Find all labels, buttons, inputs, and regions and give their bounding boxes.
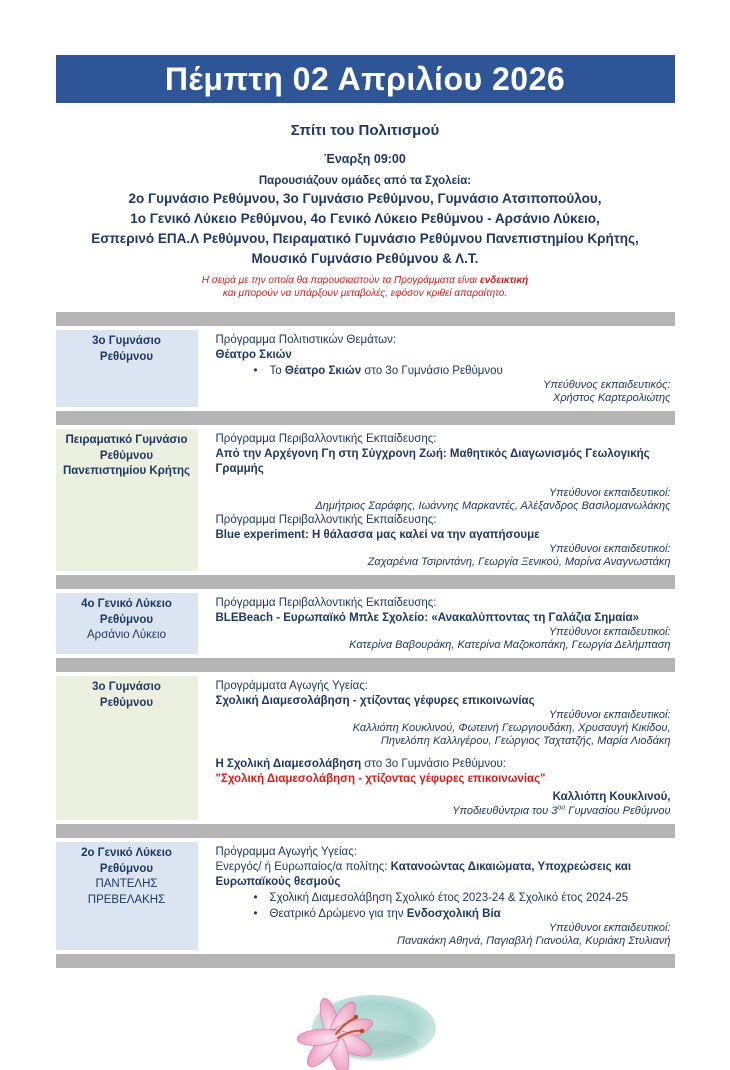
bullet-icon: •	[253, 892, 258, 904]
text-line	[216, 348, 671, 363]
text-line	[216, 722, 671, 735]
text-segment: Ενδοσχολική Βία	[406, 908, 501, 920]
text-line	[216, 845, 671, 860]
text-line	[216, 556, 671, 569]
text-line	[216, 333, 671, 348]
text-line	[216, 363, 671, 379]
text-line	[216, 694, 671, 709]
table-row	[56, 330, 675, 407]
school-name-line: Ρεθύμνου	[99, 350, 154, 363]
program-cell	[208, 676, 675, 820]
school-cell	[56, 593, 198, 654]
text-line	[216, 922, 671, 935]
text-segment: Καλλιόπη Κουκλινού, Φωτεινή Γεωργιουδάκη, Χρυσαυγή Κικίδου,	[352, 722, 671, 734]
text-line	[216, 860, 671, 890]
text-line	[216, 379, 671, 392]
text-line	[216, 709, 671, 722]
text-segment: Υπεύθυνοι εκπαιδευτικοί:	[548, 709, 671, 721]
text-line	[216, 500, 671, 513]
text-segment: Η Σχολική Διαμεσολάβηση	[215, 758, 362, 770]
date-title: Πέμπτη 02 Απριλίου 2026	[164, 60, 566, 97]
text-line	[216, 735, 671, 748]
text-segment: Υπεύθυνοι εκπαιδευτικοί:	[548, 487, 671, 499]
text-segment: Πρόγραμμα Πολιτιστικών Θεμάτων:	[215, 334, 397, 346]
disclaimer-line-1	[56, 274, 675, 287]
text-segment: Προγράμματα Αγωγής Υγείας:	[215, 680, 368, 692]
school-cell	[56, 429, 198, 571]
text-segment: "Σχολική Διαμεσολάβηση - χτίζοντας γέφυρες επικοινωνίας"	[215, 773, 546, 785]
text-segment: Από την Αρχέγονη Γη στη Σύγχρονη Ζωή: Μαθητικός Διαγωνισμός Γεωλογικής Γραμμής	[215, 448, 650, 475]
start-time: Έναρξη 09:00	[324, 152, 406, 166]
lotus-flower-image	[290, 986, 440, 1070]
separator-bar	[56, 658, 675, 672]
text-segment: στο 3ο Γυμνάσιο Ρεθύμνου:	[361, 758, 506, 770]
text-line	[216, 890, 671, 906]
school-name-line: Ρεθύμνου	[99, 449, 154, 462]
text-segment: Υποδιευθύντρια του 3	[452, 805, 558, 817]
document-page	[56, 0, 675, 1070]
text-line	[216, 528, 671, 543]
school-name-line: Ρεθύμνου	[99, 696, 154, 709]
text-line	[216, 611, 671, 626]
text-line	[216, 790, 671, 805]
text-segment: Θεατρικό Δρώμενο για την	[269, 908, 407, 920]
school-name-line: Ρεθύμνου	[99, 613, 154, 626]
disclaimer-text-emphasis: ενδεικτική	[479, 275, 529, 286]
text-segment: Κατερίνα Βαβουράκη, Κατερίνα Μαζοκοπάκη, Γεωργία Δελήμπαση	[349, 639, 671, 651]
table-row	[56, 593, 675, 654]
text-segment: Σχολική Διαμεσολάβηση - χτίζοντας γέφυρες επικοινωνίας	[215, 695, 535, 707]
text-segment: Χρήστος Καρτερολιώτης	[552, 392, 671, 404]
text-segment: Καλλιόπη Κουκλινού,	[552, 791, 671, 803]
text-line	[216, 805, 671, 818]
disclaimer-line-2: και μπορούν να υπάρξουν μεταβολές, εφόσον κριθεί απαραίτητο.	[222, 288, 508, 299]
text-segment: Πρόγραμμα Περιβαλλοντικής Εκπαίδευσης:	[215, 514, 437, 526]
school-list-line: Εσπερινό ΕΠΑ.Λ Ρεθύμνου, Πειραματικό Γυμνάσιο Ρεθύμνου Πανεπιστημίου Κρήτης,	[91, 231, 639, 246]
table-row	[56, 429, 675, 571]
separator-bar	[56, 411, 675, 425]
footer	[56, 986, 675, 1070]
text-segment: Θέατρο Σκιών	[215, 349, 292, 361]
text-segment: στο 3ο Γυμνάσιο Ρεθύμνου	[361, 365, 503, 377]
school-name-line: 3ο Γυμνάσιο	[92, 335, 161, 347]
venue-title: Σπίτι του Πολιτισμού	[290, 122, 440, 139]
school-name-line: Πανεπιστημίου Κρήτης	[63, 465, 190, 477]
text-line	[216, 679, 671, 694]
separator-bar	[56, 575, 675, 589]
school-name-line: Ρεθύμνου	[99, 862, 154, 875]
school-cell	[56, 842, 198, 950]
text-segment: ου	[557, 804, 566, 812]
text-segment: Πηνελόπη Καλλιγέρου, Γεώργιος Ταχτατζής, Μαρία Λιοδάκη	[380, 735, 671, 747]
text-segment: Πανακάκη Αθηνά, Παγιαβλή Γιανούλα, Κυριάκη Στυλιανή	[396, 935, 671, 947]
text-segment: Υπεύθυνος εκπαιδευτικός:	[543, 379, 671, 391]
text-segment: Υπεύθυνοι εκπαιδευτικοί:	[548, 626, 671, 638]
text-line	[216, 392, 671, 405]
text-line	[216, 432, 671, 447]
program-table	[56, 312, 675, 968]
school-name-line: 4ο Γενικό Λύκειο	[81, 598, 172, 610]
school-cell	[56, 676, 198, 820]
text-segment: Δημήτριος Σαράφης, Ιωάννης Μαρκαντές, Αλέξανδρος Βασιλομανωλάκης	[315, 500, 671, 512]
text-line	[216, 639, 671, 652]
text-line	[216, 487, 671, 500]
school-name-line: ΠΑΝΤΕΛΗΣ ΠΡΕΒΕΛΑΚΗΣ	[87, 878, 166, 906]
bullet-icon: •	[253, 908, 258, 920]
text-segment: Υπεύθυνοι εκπαιδευτικοί:	[548, 543, 671, 555]
separator-bar	[56, 312, 675, 326]
text-line	[216, 757, 671, 772]
school-cell	[56, 330, 198, 407]
disclaimer-text: Η σειρά με την οποία θα παρουσιαστούν τα Προγράμματα είναι	[201, 275, 480, 286]
school-name-line: Πειραματικό Γυμνάσιο	[65, 434, 188, 446]
school-list-line: 2ο Γυμνάσιο Ρεθύμνου, 3ο Γυμνάσιο Ρεθύμνου, Γυμνάσιο Ατσιποπούλου,	[128, 191, 602, 206]
text-segment: Blue experiment: Η θάλασσα μας καλεί να την αγαπήσουμε	[215, 529, 540, 541]
program-cell	[208, 842, 675, 950]
text-line	[216, 906, 671, 922]
text-line	[216, 935, 671, 948]
text-line	[216, 513, 671, 528]
separator-bar	[56, 824, 675, 838]
program-cell	[208, 330, 675, 407]
text-line	[216, 596, 671, 611]
text-segment: Πρόγραμμα Περιβαλλοντικής Εκπαίδευσης:	[215, 597, 437, 609]
text-line	[216, 543, 671, 556]
text-segment: BLEBeach - Ευρωπαϊκό Μπλε Σχολείο: «Ανακαλύπτοντας τη Γαλάζια Σημαία»	[215, 612, 640, 624]
school-list-line: 1ο Γενικό Λύκειο Ρεθύμνου, 4ο Γενικό Λύκειο Ρεθύμνου - Αρσάνιο Λύκειο,	[130, 211, 600, 226]
text-segment: Υπεύθυνοι εκπαιδευτικοί:	[548, 922, 671, 934]
text-line	[216, 447, 671, 477]
intro-lead: Παρουσιάζουν ομάδες από τα Σχολεία:	[258, 175, 472, 187]
program-cell	[208, 429, 675, 571]
text-segment: Το	[269, 365, 285, 377]
school-list-line: Μουσικό Γυμνάσιο Ρεθύμνου & Λ.Τ.	[251, 251, 479, 266]
school-name-line: 3ο Γυμνάσιο	[92, 681, 161, 693]
text-segment: Πρόγραμμα Περιβαλλοντικής Εκπαίδευσης:	[215, 433, 437, 445]
bullet-icon: •	[253, 365, 258, 377]
school-list	[56, 189, 675, 269]
text-line	[216, 772, 671, 787]
text-segment: Γυμνασίου Ρεθύμνου	[565, 805, 671, 817]
text-segment: Θέατρο Σκιών	[284, 365, 362, 377]
program-cell	[208, 593, 675, 654]
text-segment: Κατανοώντας Δικαιώματα, Υποχρεώσεις και Ευρωπαϊκούς θεσμούς	[215, 861, 632, 888]
school-name-line: Αρσάνιο Λύκειο	[86, 629, 167, 641]
text-segment: Ενεργός/ ή Ευρωπαίος/α πολίτης:	[215, 861, 391, 873]
text-segment: Σχολική Διαμεσολάβηση Σχολικό έτος 2023-24 & Σχολικό έτος 2024-25	[269, 892, 629, 904]
disclaimer-note	[56, 274, 675, 300]
text-segment: Ζαχαρένια Τσιριντάνη, Γεωργία Ξενικού, Μαρίνα Αναγνωστάκη	[367, 556, 671, 568]
separator-bar	[56, 954, 675, 968]
text-line	[216, 626, 671, 639]
school-name-line: 2ο Γενικό Λύκειο	[81, 847, 172, 859]
spacer	[216, 748, 671, 757]
table-row	[56, 842, 675, 950]
table-row	[56, 676, 675, 820]
spacer	[216, 477, 671, 487]
text-segment: Πρόγραμμα Αγωγής Υγείας:	[215, 846, 357, 858]
date-banner	[56, 55, 675, 103]
